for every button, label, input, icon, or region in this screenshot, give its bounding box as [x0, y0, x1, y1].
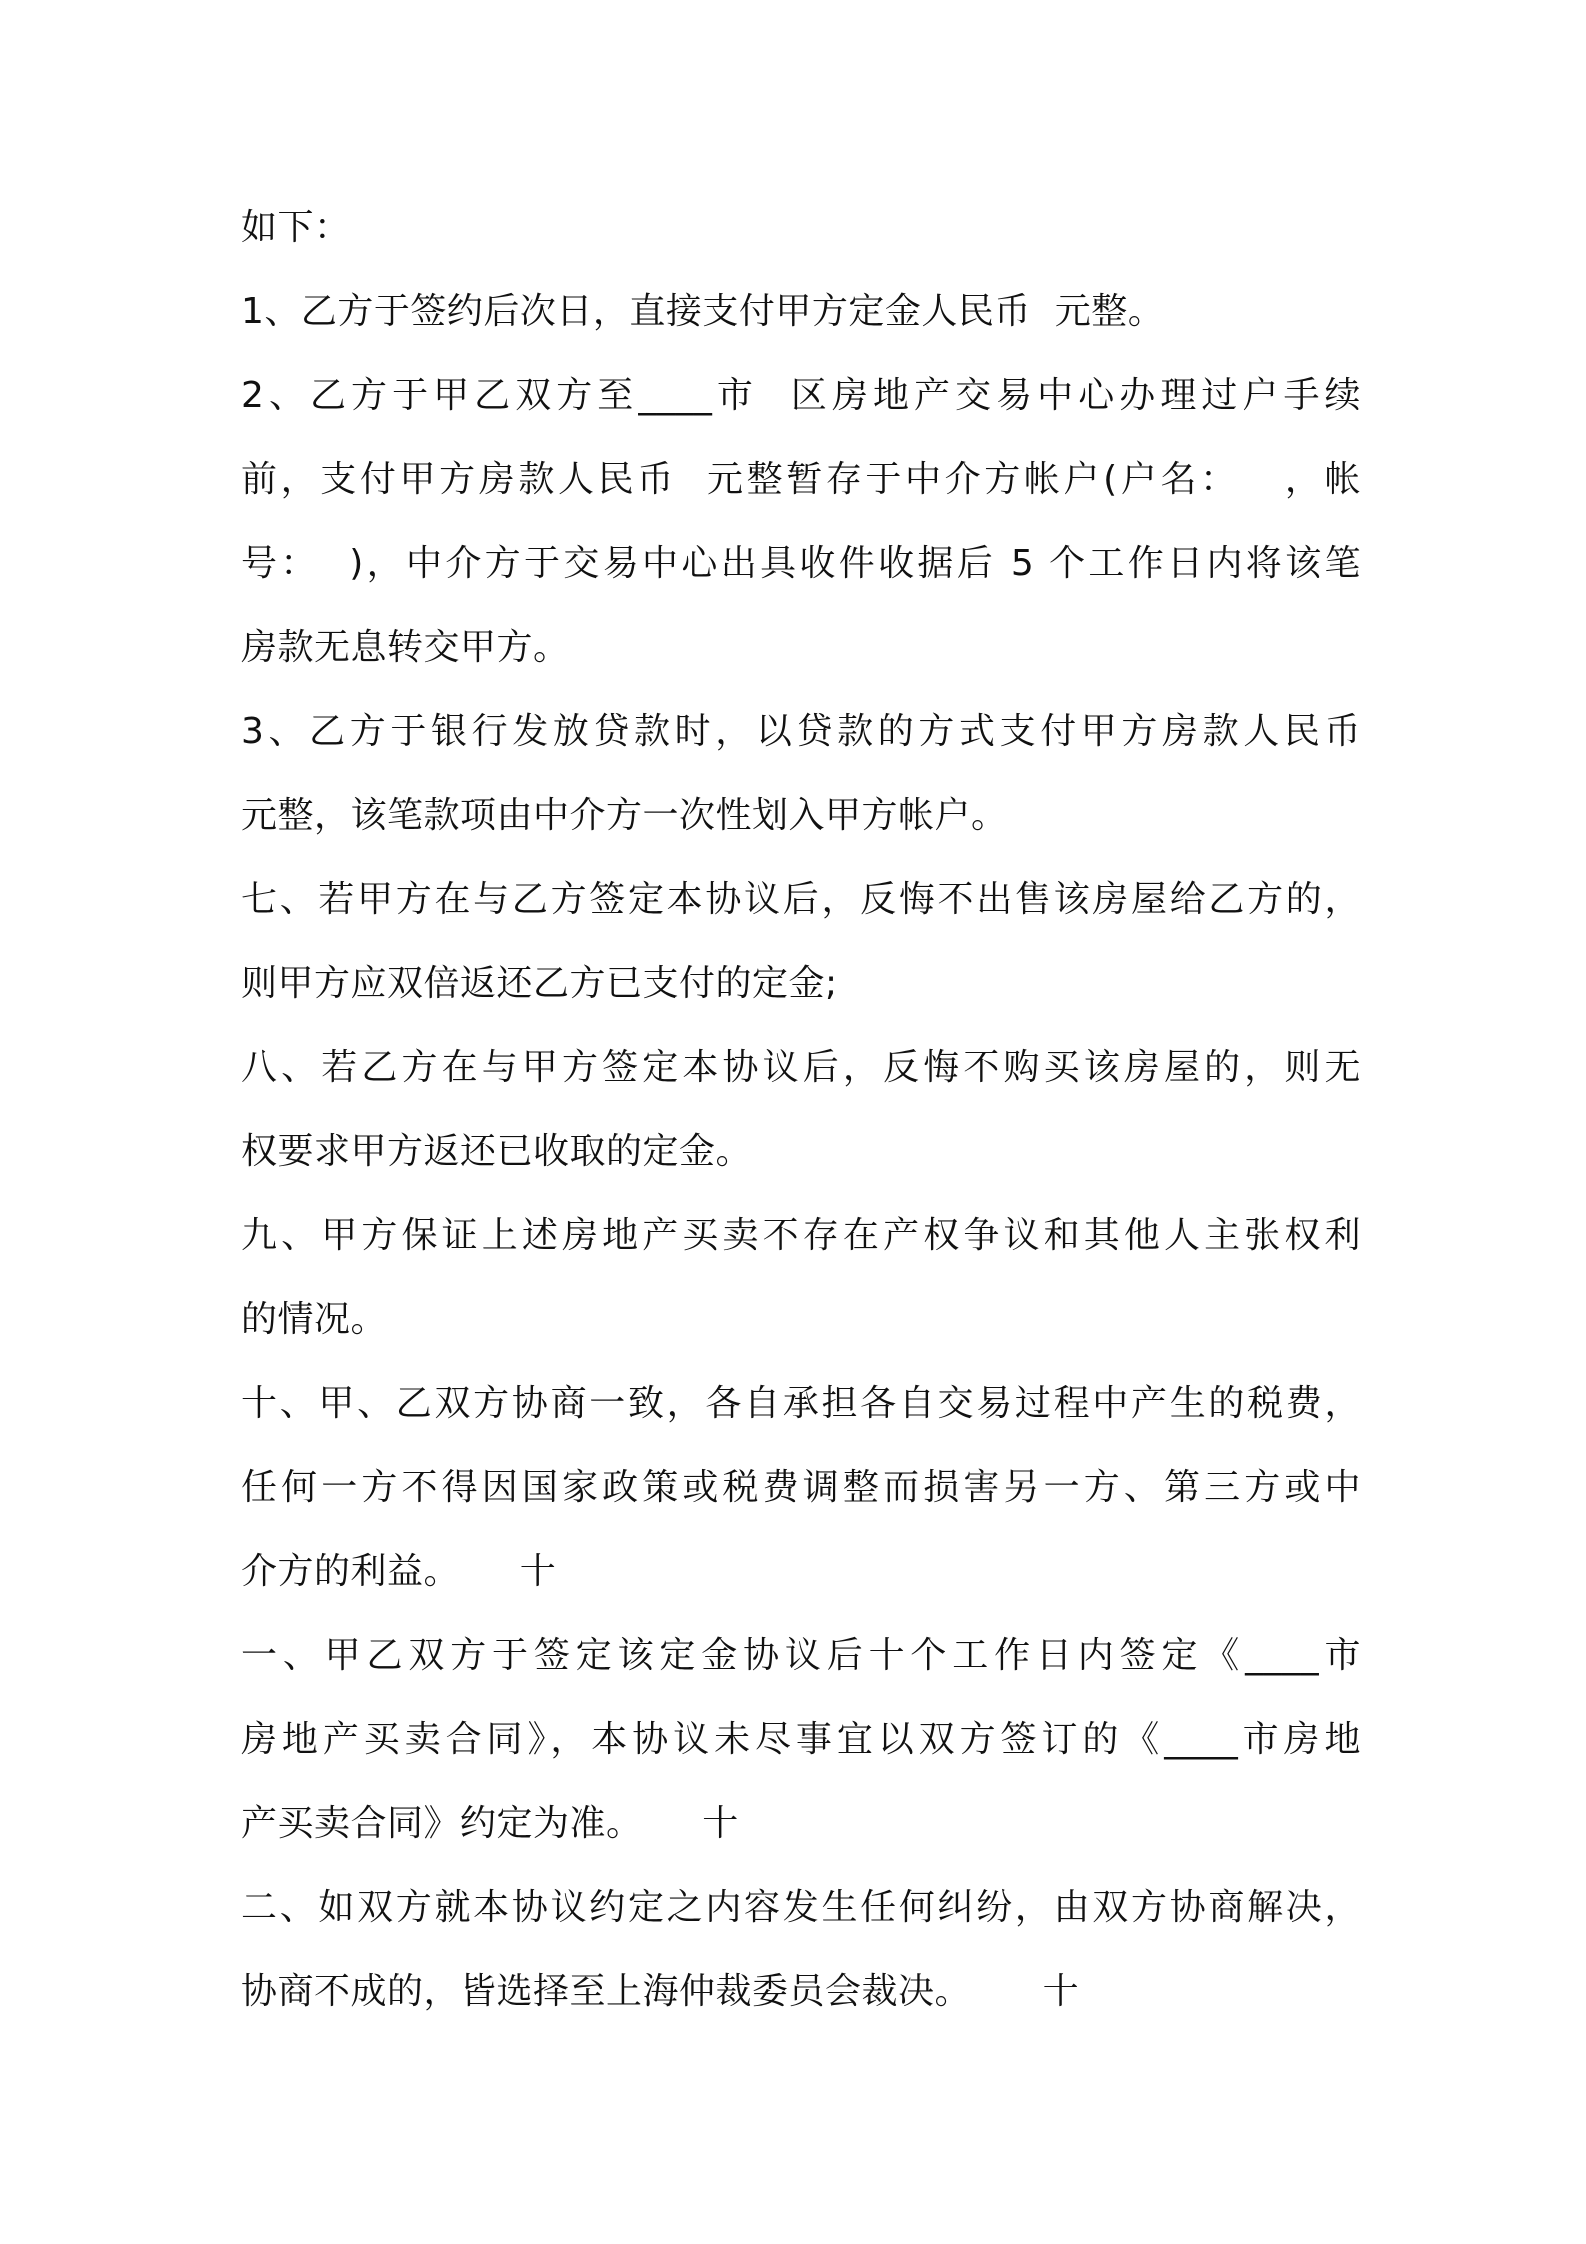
text-line: 协商不成的，皆选择至上海仲裁委员会裁决。 十 [241, 1971, 1080, 2012]
text-line: 十、甲、乙双方协商一致，各自承担各自交易过程中产生的税费， [241, 1383, 1361, 1424]
text-line: 介方的利益。 十 [241, 1551, 557, 1592]
text-line: 号： )，中介方于交易中心出具收件收据后 5 个工作日内将该笔 [241, 543, 1361, 584]
text-line: 房地产买卖合同》，本协议未尽事宜以双方签订的《____市房地 [241, 1719, 1361, 1760]
text-line: 二、如双方就本协议约定之内容发生任何纠纷，由双方协商解决， [241, 1887, 1361, 1928]
text-line: 的情况。 [241, 1299, 388, 1340]
text-line: 3、乙方于银行发放贷款时，以贷款的方式支付甲方房款人民币 [241, 711, 1361, 752]
text-line: 产买卖合同》约定为准。 十 [241, 1803, 739, 1844]
text-line: 1、乙方于签约后次日，直接支付甲方定金人民币 元整。 [241, 291, 1165, 332]
text-line: 任何一方不得因国家政策或税费调整而损害另一方、第三方或中 [241, 1467, 1361, 1508]
text-line: 房款无息转交甲方。 [241, 627, 570, 668]
text-line: 一、甲乙双方于签定该定金协议后十个工作日内签定《____市 [241, 1635, 1361, 1676]
text-line: 2、乙方于甲乙双方至____市 区房地产交易中心办理过户手续 [241, 375, 1361, 416]
text-line: 七、若甲方在与乙方签定本协议后，反悔不出售该房屋给乙方的， [241, 879, 1361, 920]
text-line: 九、甲方保证上述房地产买卖不存在产权争议和其他人主张权利 [241, 1215, 1361, 1256]
text-line: 前，支付甲方房款人民币 元整暂存于中介方帐户(户名： ，帐 [241, 459, 1361, 500]
text-line: 如下： [241, 207, 351, 248]
text-line: 则甲方应双倍返还乙方已支付的定金; [241, 963, 838, 1004]
text-line: 八、若乙方在与甲方签定本协议后，反悔不购买该房屋的，则无 [241, 1047, 1361, 1088]
text-line: 元整，该笔款项由中介方一次性划入甲方帐户。 [241, 795, 1008, 836]
text-line: 权要求甲方返还已收取的定金。 [241, 1131, 753, 1172]
